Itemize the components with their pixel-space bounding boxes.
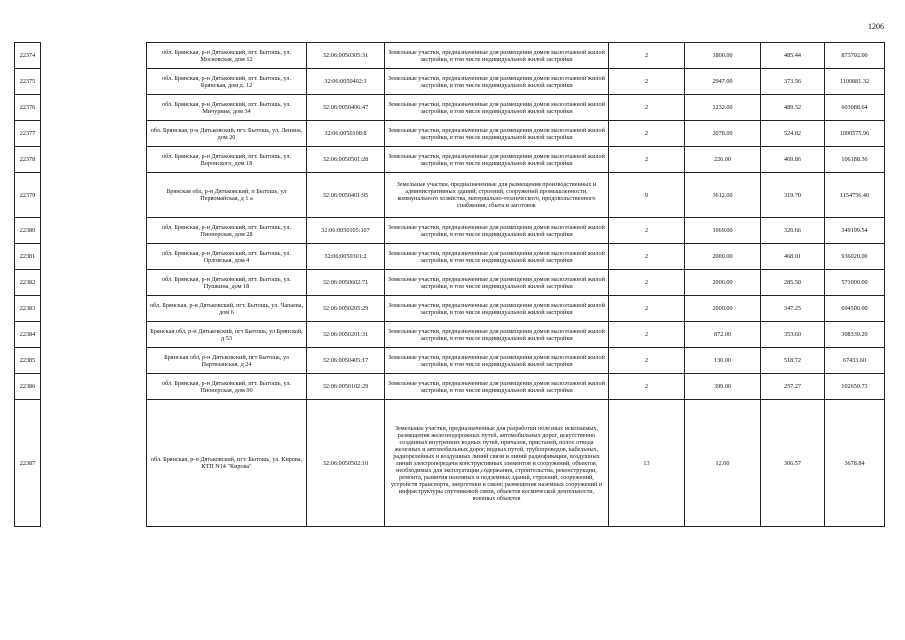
row-number: 22382	[15, 270, 41, 296]
group-cell: 2	[609, 348, 685, 374]
spacer-cell	[41, 121, 147, 147]
rate-cell: 319.70	[761, 173, 825, 218]
spacer-cell	[41, 173, 147, 218]
group-cell: 2	[609, 121, 685, 147]
purpose-cell: Земельные участки, предназначенные для размещения домов малоэтажной жилой застройки, в том числе индивидуальной жилой застройки	[385, 147, 609, 173]
area-cell: 226.00	[685, 147, 761, 173]
area-cell: 2000.00	[685, 270, 761, 296]
area-cell: 872.00	[685, 322, 761, 348]
table-row	[15, 400, 885, 527]
row-number: 22380	[15, 218, 41, 244]
row-number: 22379	[15, 173, 41, 218]
rate-cell: 518.72	[761, 348, 825, 374]
spacer-cell	[41, 374, 147, 400]
cadastral-number-cell: 32:06:0050105:107	[307, 218, 385, 244]
address-cell: обл. Брянская, р-н Дятьковский, пгт. Бытошь, ул. Ленина, дом 20	[147, 121, 307, 147]
area-cell: 130.00	[685, 348, 761, 374]
value-cell: 106188.36	[825, 147, 885, 173]
address-cell: обл. Брянская, р-н Дятьковский, пгт. Бытошь, ул. Чапаева, дом 6	[147, 296, 307, 322]
cadastral-number-cell: 32:06:0050406:47	[307, 95, 385, 121]
cadastral-number-cell: 32:06:0050301:2	[307, 244, 385, 270]
address-cell: Брянская обл, р-н Дятьковский, пгт Бытошь, ул Брянской, д 53	[147, 322, 307, 348]
table-row	[15, 121, 885, 147]
cadastral-number-cell: 32:06:0050501:28	[307, 147, 385, 173]
cadastral-number-cell: 32:06:0050405:17	[307, 348, 385, 374]
table-row	[15, 348, 885, 374]
row-number: 22383	[15, 296, 41, 322]
rate-cell: 353.60	[761, 322, 825, 348]
area-cell: 12.00	[685, 400, 761, 527]
purpose-cell: Земельные участки, предназначенные для размещения производственных и административных зданий, строений, сооружений промышленности, коммунального хозяйства, материально-технического, продовольственного снабжения, сбыта и заготовок	[385, 173, 609, 218]
page-number: 1206	[868, 22, 884, 31]
rate-cell: 373.56	[761, 69, 825, 95]
table-row	[15, 43, 885, 69]
table-row	[15, 270, 885, 296]
row-number: 22378	[15, 147, 41, 173]
cadastral-number-cell: 32:06:0050201:31	[307, 322, 385, 348]
address-cell: обл. Брянская, р-н Дятьковский, пгт. Бытошь, ул. Московская, дом 12	[147, 43, 307, 69]
rate-cell: 285.50	[761, 270, 825, 296]
cadastral-number-cell: 32:06:0050305:31	[307, 43, 385, 69]
row-number: 22381	[15, 244, 41, 270]
address-cell: обл. Брянская, р-н Дятьковский, пгт. Бытошь, ул. Воронского, дом 18	[147, 147, 307, 173]
rate-cell: 485.44	[761, 43, 825, 69]
spacer-cell	[41, 95, 147, 121]
spacer-cell	[41, 69, 147, 95]
cadastral-number-cell: 32:06:0050205:29	[307, 296, 385, 322]
group-cell: 2	[609, 244, 685, 270]
purpose-cell: Земельные участки, предназначенные для размещения домов малоэтажной жилой застройки, в том числе индивидуальной жилой застройки	[385, 43, 609, 69]
area-cell: 1069.00	[685, 218, 761, 244]
rate-cell: 524.82	[761, 121, 825, 147]
spacer-cell	[41, 400, 147, 527]
value-cell: 1100881.32	[825, 69, 885, 95]
cadastral-number-cell: 32:06:0050102:29	[307, 374, 385, 400]
area-cell: 2947.00	[685, 69, 761, 95]
rate-cell: 347.25	[761, 296, 825, 322]
group-cell: 2	[609, 374, 685, 400]
address-cell: обл. Брянская, р-н Дятьковский, пгт. Бытошь, ул. Пионерская, дом 28	[147, 218, 307, 244]
spacer-cell	[41, 270, 147, 296]
cadastral-number-cell: 32:06:0050402:3	[307, 69, 385, 95]
value-cell: 67433.60	[825, 348, 885, 374]
spacer-cell	[41, 296, 147, 322]
area-cell: 2000.00	[685, 296, 761, 322]
table-row	[15, 244, 885, 270]
rate-cell: 489.52	[761, 95, 825, 121]
group-cell: 9	[609, 173, 685, 218]
table-row	[15, 173, 885, 218]
area-cell: 1800.00	[685, 43, 761, 69]
area-cell: 1232.00	[685, 95, 761, 121]
value-cell: 1090575.96	[825, 121, 885, 147]
address-cell: Брянская обл, р-н Дятьковский, п Бытошь, ул Первомайская, д 1 а	[147, 173, 307, 218]
table-row	[15, 95, 885, 121]
purpose-cell: Земельные участки, предназначенные для размещения домов малоэтажной жилой застройки, в том числе индивидуальной жилой застройки	[385, 121, 609, 147]
group-cell: 2	[609, 270, 685, 296]
value-cell: 102650.73	[825, 374, 885, 400]
purpose-cell: Земельные участки, предназначенные для размещения домов малоэтажной жилой застройки, в том числе индивидуальной жилой застройки	[385, 95, 609, 121]
spacer-cell	[41, 218, 147, 244]
purpose-cell: Земельные участки, предназначенные для размещения домов малоэтажной жилой застройки, в том числе индивидуальной жилой застройки	[385, 348, 609, 374]
table-row	[15, 374, 885, 400]
cadastral-value-table	[14, 42, 885, 527]
address-cell: Брянская обл, р-н Дятьковский, пгт Бытошь, ул Партизанская, д 24	[147, 348, 307, 374]
group-cell: 2	[609, 43, 685, 69]
group-cell: 2	[609, 69, 685, 95]
address-cell: обл. Брянская, р-н Дятьковский, пгт. Бытошь, ул. Кирова, КТП N14 "Кирова"	[147, 400, 307, 527]
rate-cell: 469.86	[761, 147, 825, 173]
value-cell: 308339.20	[825, 322, 885, 348]
table-row	[15, 322, 885, 348]
row-number: 22374	[15, 43, 41, 69]
purpose-cell: Земельные участки, предназначенные для размещения домов малоэтажной жилой застройки, в том числе индивидуальной жилой застройки	[385, 244, 609, 270]
group-cell: 2	[609, 322, 685, 348]
rate-cell: 326.66	[761, 218, 825, 244]
rate-cell: 257.27	[761, 374, 825, 400]
area-cell: 3612.00	[685, 173, 761, 218]
cadastral-number-cell: 32:06:0050602:71	[307, 270, 385, 296]
row-number: 22386	[15, 374, 41, 400]
cadastral-number-cell: 32:06:0050108:8	[307, 121, 385, 147]
value-cell: 603088.64	[825, 95, 885, 121]
address-cell: обл. Брянская, р-н Дятьковский, пгт. Бытошь, ул. Пионерская, дом 90	[147, 374, 307, 400]
spacer-cell	[41, 244, 147, 270]
cadastral-number-cell: 32:06:0050401:95	[307, 173, 385, 218]
purpose-cell: Земельные участки, предназначенные для разработки полезных ископаемых, размещения железнодорожных путей, автомобильных дорог, искусственно созданных внутренних водных путей, причалов, пристаней, полос отвода железных и автомобильных дорог, водных путей, трубопроводов, кабельных, радиорелейных и воздушных линий связи и линий радиофикации, воздушных линий электропередачи конструктивных элементов и сооружений, объектов, необходимых для эксплуатации,содержания, строительства, реконструкции, ремонта, развития наземных и подземных зданий, строений, сооружений, устройств транспорта, энергетики и связи; размещения наземных сооружений и инфраструктуры спутниковой связи, объектов космической деятельности, военных объектов	[385, 400, 609, 527]
group-cell: 2	[609, 95, 685, 121]
group-cell: 2	[609, 296, 685, 322]
rate-cell: 468.01	[761, 244, 825, 270]
row-number: 22384	[15, 322, 41, 348]
group-cell: 2	[609, 147, 685, 173]
table-row	[15, 218, 885, 244]
value-cell: 349199.54	[825, 218, 885, 244]
purpose-cell: Земельные участки, предназначенные для размещения домов малоэтажной жилой застройки, в том числе индивидуальной жилой застройки	[385, 218, 609, 244]
cadastral-number-cell: 32:06:0050502:10	[307, 400, 385, 527]
address-cell: обл. Брянская, р-н Дятьковский, пгт. Бытошь, ул. Брянская, дом д. 12	[147, 69, 307, 95]
table-row	[15, 69, 885, 95]
table-row	[15, 147, 885, 173]
table-row	[15, 296, 885, 322]
value-cell: 1154756.40	[825, 173, 885, 218]
spacer-cell	[41, 147, 147, 173]
group-cell: 13	[609, 400, 685, 527]
address-cell: обл. Брянская, р-н Дятьковский, пгт. Бытошь, ул. Пушкина, дом 18	[147, 270, 307, 296]
value-cell: 3678.84	[825, 400, 885, 527]
purpose-cell: Земельные участки, предназначенные для размещения домов малоэтажной жилой застройки, в том числе индивидуальной жилой застройки	[385, 374, 609, 400]
purpose-cell: Земельные участки, предназначенные для размещения домов малоэтажной жилой застройки, в том числе индивидуальной жилой застройки	[385, 69, 609, 95]
value-cell: 571000.00	[825, 270, 885, 296]
purpose-cell: Земельные участки, предназначенные для размещения домов малоэтажной жилой застройки, в том числе индивидуальной жилой застройки	[385, 322, 609, 348]
spacer-cell	[41, 43, 147, 69]
row-number: 22377	[15, 121, 41, 147]
row-number: 22376	[15, 95, 41, 121]
value-cell: 873792.00	[825, 43, 885, 69]
row-number: 22375	[15, 69, 41, 95]
purpose-cell: Земельные участки, предназначенные для размещения домов малоэтажной жилой застройки, в том числе индивидуальной жилой застройки	[385, 270, 609, 296]
address-cell: обл. Брянская, р-н Дятьковский, пгт. Бытошь, ул. Орловская, дом 4	[147, 244, 307, 270]
spacer-cell	[41, 322, 147, 348]
area-cell: 2000.00	[685, 244, 761, 270]
area-cell: 399.00	[685, 374, 761, 400]
rate-cell: 306.57	[761, 400, 825, 527]
table-body	[15, 43, 885, 527]
area-cell: 2078.00	[685, 121, 761, 147]
value-cell: 694500.00	[825, 296, 885, 322]
address-cell: обл. Брянская, р-н Дятьковский, пгт. Бытошь, ул. Мичурина, дом 34	[147, 95, 307, 121]
group-cell: 2	[609, 218, 685, 244]
value-cell: 936020.00	[825, 244, 885, 270]
spacer-cell	[41, 348, 147, 374]
row-number: 22385	[15, 348, 41, 374]
row-number: 22387	[15, 400, 41, 527]
purpose-cell: Земельные участки, предназначенные для размещения домов малоэтажной жилой застройки, в том числе индивидуальной жилой застройки	[385, 296, 609, 322]
